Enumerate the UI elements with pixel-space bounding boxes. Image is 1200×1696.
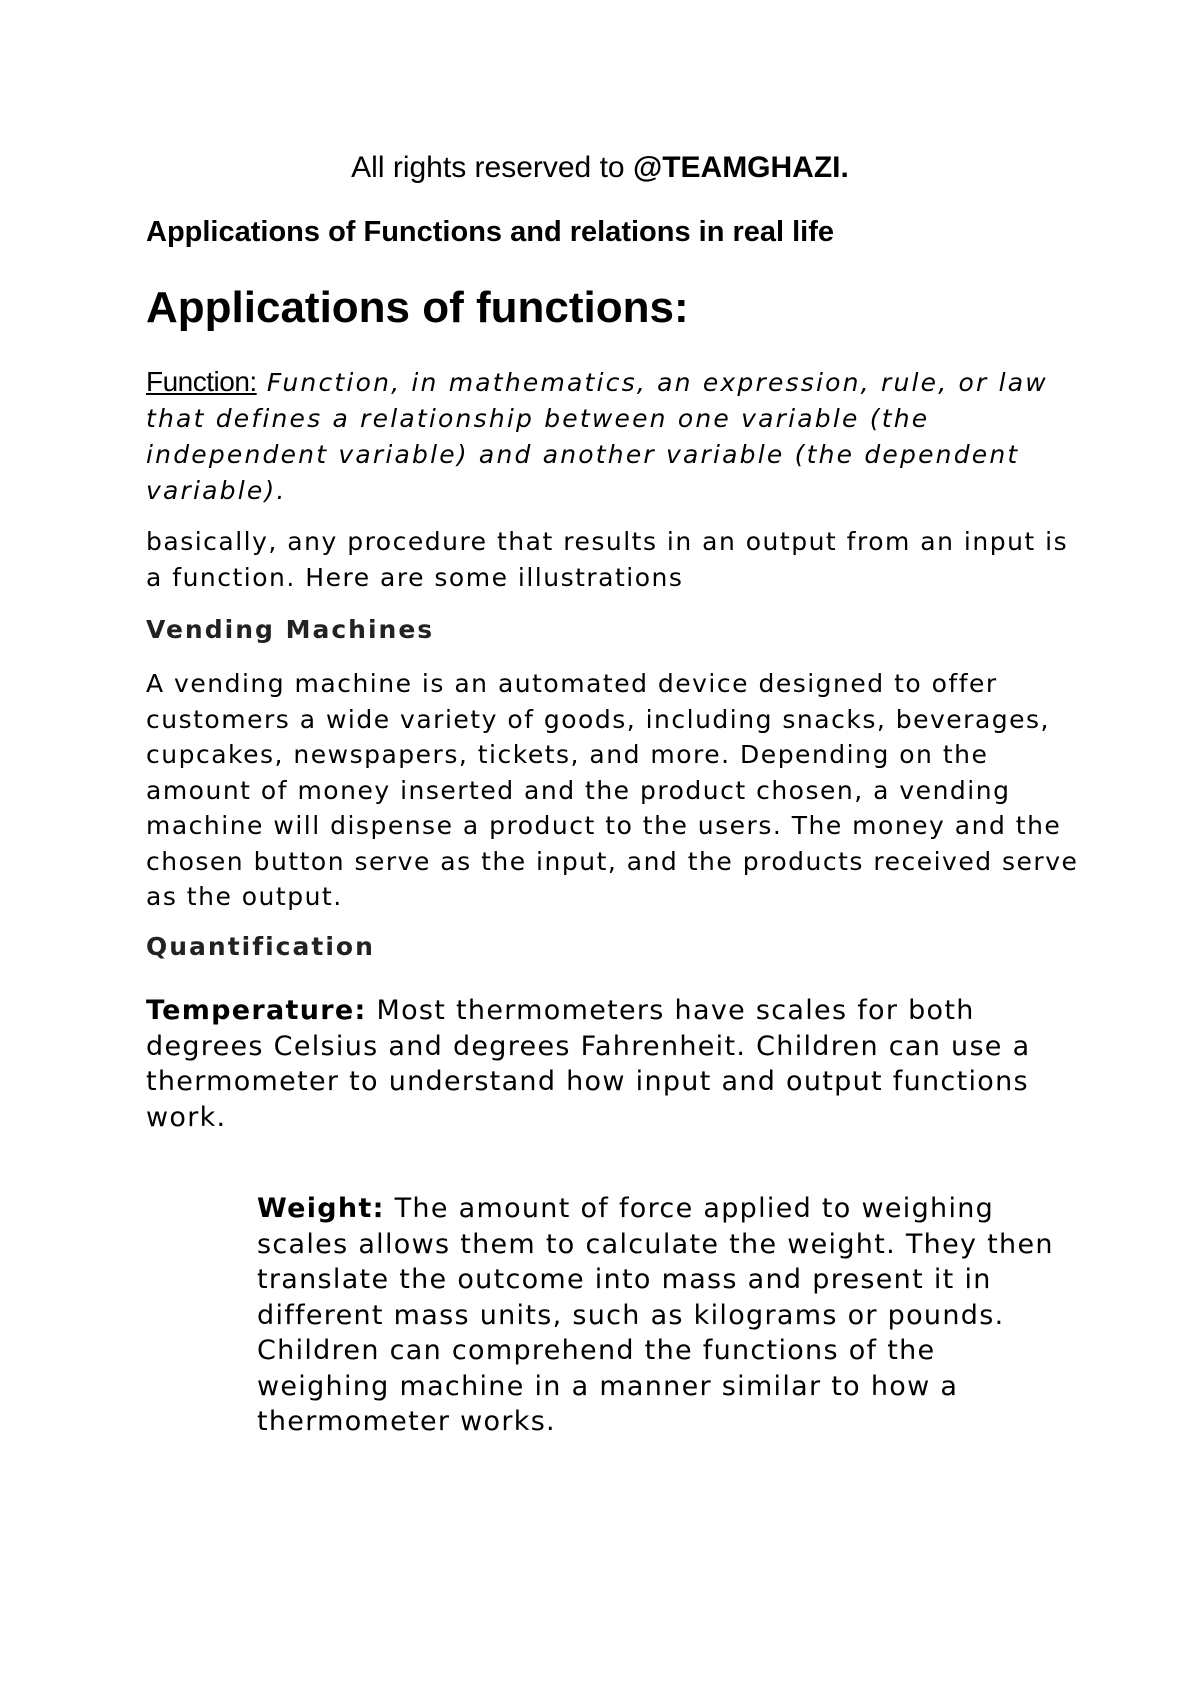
weight-paragraph — [257, 1191, 1067, 1440]
temperature-text: Most thermometers have scales for both degrees Celsius and degrees Fahrenheit. Children can use a thermometer to understand how input and output functions work. — [146, 995, 1031, 1133]
document-subtitle: Applications of Functions and relations in real life — [146, 216, 835, 248]
rights-prefix: All rights reserved to — [351, 151, 633, 184]
function-definition — [146, 364, 1066, 509]
page-title: Applications of functions: — [146, 283, 689, 332]
definition-text: Function, in mathematics, an expression, rule, or law that defines a relationship between one variable (the independent variable) and another variable (the dependent variable). — [146, 368, 1048, 505]
temperature-paragraph — [146, 993, 1066, 1135]
rights-notice — [0, 150, 1200, 186]
quantification-heading: Quantification — [146, 932, 375, 961]
vending-heading: Vending Machines — [146, 615, 435, 644]
rights-brand: @TEAMGHAZI. — [632, 151, 849, 184]
intro-paragraph: basically, any procedure that results in an output from an input is a function. Here are some illustrations — [146, 527, 1069, 592]
definition-label: Function: — [146, 366, 257, 397]
weight-text: The amount of force applied to weighing scales allows them to calculate the weight. They then translate the outcome into mass and present it in different mass units, such as kilograms or pounds. Children can comprehend the functions of the weighing machine in a manner similar to how a thermometer works. — [257, 1193, 1054, 1437]
temperature-label: Temperature: — [146, 995, 367, 1026]
vending-paragraph: A vending machine is an automated device designed to offer customers a wide variety of goods, including snacks, beverages, cupcakes, newspapers, tickets, and more. Depending on the amount of money inserted and the product chosen, a vending machine will dispense a product to the users. The money and the chosen button serve as the input, and the products received serve as the output. — [146, 669, 1079, 911]
weight-label: Weight: — [257, 1193, 385, 1224]
